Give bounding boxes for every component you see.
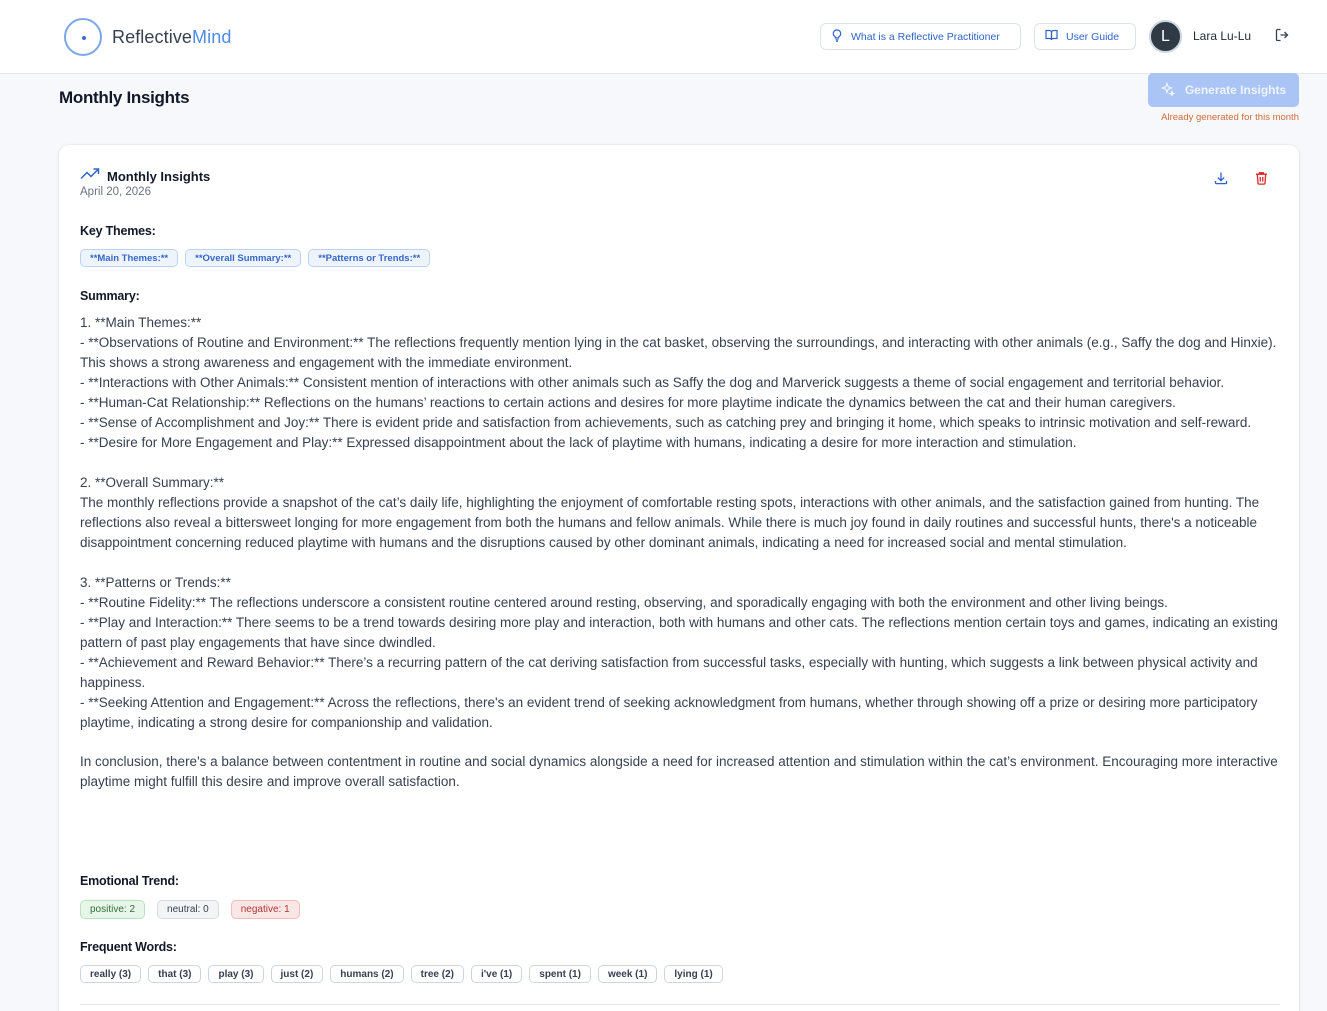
word-tag: play (3) — [208, 965, 263, 983]
key-themes-list — [80, 249, 430, 267]
word-tag: week (1) — [598, 965, 657, 983]
insight-card — [59, 145, 1299, 1011]
summary-text — [80, 313, 1280, 792]
emotion-negative-badge: negative: 1 — [231, 900, 300, 919]
word-tag: really (3) — [80, 965, 141, 983]
card-date: April 20, 2026 — [80, 186, 151, 198]
summary-spacer — [80, 453, 1280, 473]
logo-icon — [64, 18, 102, 56]
word-tag: i've (1) — [471, 965, 522, 983]
summary-line: - **Play and Interaction:** There seems to be a trend towards desiring more play and interaction, both with humans and other cats. The reflections mention certain toys and games, indicating an existing pattern of past play engagements that have since dwindled. — [80, 615, 1278, 650]
card-title: Monthly Insights — [107, 168, 211, 184]
summary-line: 3. **Patterns or Trends:** — [80, 575, 231, 590]
summary-line: 2. **Overall Summary:** — [80, 475, 225, 490]
logo-text-accent: Mind — [192, 26, 232, 47]
summary-line: - **Interactions with Other Animals:** Consistent mention of interactions with other animals such as Saffy the dog and Marverick suggests a theme of social engagement and territorial behavior. — [80, 375, 1225, 390]
card-header — [80, 167, 210, 185]
theme-tag: **Overall Summary:** — [185, 249, 301, 267]
trending-up-icon — [80, 167, 100, 185]
summary-line: - **Routine Fidelity:** The reflections underscore a consistent routine centered around resting, observing, and sporadically engaging with both the environment and other living beings. — [80, 595, 1168, 610]
summary-line: In conclusion, there's a balance between contentment in routine and social dynamics alongside a need for increased attention and stimulation within the cat’s environment. Encouraging more interactive playtime might fulfill this desire and improve overall satisfaction. — [80, 754, 1278, 789]
word-tag: humans (2) — [330, 965, 403, 983]
theme-tag: **Main Themes:** — [80, 249, 178, 267]
summary-line: - **Seeking Attention and Engagement:** Across the reflections, there's an evident trend of seeking acknowledgment from humans, whether through showing off a prize or desiring more participatory playtime, indicating a strong desire for companionship and validation. — [80, 695, 1258, 730]
summary-spacer — [80, 733, 1280, 752]
user-name: Lara Lu-Lu — [1193, 29, 1252, 43]
user-guide-button[interactable] — [1034, 23, 1136, 50]
wrp-label: What is a Reflective Practitioner — [851, 30, 1000, 43]
summary-line: - **Observations of Routine and Environment:** The reflections frequently mention lying in the cat basket, observing the surroundings, and interacting with other animals (e.g., Saffy the dog and Hinxie). This shows a strong awareness and engagement with the immediate environment. — [80, 335, 1277, 370]
emotional-trend-label: Emotional Trend: — [80, 874, 179, 888]
word-tag: just (2) — [271, 965, 324, 983]
summary-line: - **Achievement and Reward Behavior:** There’s a recurring pattern of the cat deriving satisfaction from successful tasks, especially with hunting, which suggests a link between physical activity and happiness. — [80, 655, 1258, 690]
generate-label: Generate Insights — [1184, 83, 1287, 97]
theme-tag: **Patterns or Trends:** — [308, 249, 430, 267]
summary-line: The monthly reflections provide a snapshot of the cat’s daily life, highlighting the enjoyment of comfortable resting spots, interactions with other animals, and the satisfaction gained from hunting. The reflections also reveal a bittersweet longing for more engagement from both the humans and fellow animals. While there is much joy found in daily routines and successful hunts, there's a noticeable disappointment concerning reduced playtime with humans and the disruptions caused by other dominant animals, indicating a need for increased social and mental stimulation. — [80, 495, 1260, 550]
summary-line: - **Human-Cat Relationship:** Reflections on the humans’ reactions to certain actions and desires for more playtime indicate the dynamics between the cat and their human caregivers. — [80, 395, 1176, 410]
lightbulb-icon — [831, 29, 843, 45]
logo-text-primary: Reflective — [112, 26, 193, 47]
key-themes-label: Key Themes: — [80, 224, 156, 238]
trash-icon[interactable] — [1255, 171, 1268, 190]
summary-line: 1. **Main Themes:** — [80, 315, 202, 330]
summary-line: - **Desire for More Engagement and Play:** Expressed disappointment about the lack of playtime with humans, indicating a desire for more interaction and stimulation. — [80, 435, 1077, 450]
app-logo[interactable] — [64, 18, 231, 56]
frequent-words-label: Frequent Words: — [80, 940, 177, 954]
what-is-reflective-practitioner-button[interactable] — [820, 23, 1021, 50]
guide-label: User Guide — [1066, 30, 1120, 43]
logout-icon[interactable] — [1275, 28, 1289, 47]
emotion-neutral-badge: neutral: 0 — [157, 900, 219, 919]
app-header — [0, 0, 1327, 74]
book-icon — [1045, 29, 1058, 44]
word-tag: that (3) — [148, 965, 201, 983]
word-tag: tree (2) — [411, 965, 464, 983]
download-icon[interactable] — [1214, 171, 1228, 190]
frequent-words-list — [80, 965, 723, 983]
logo-text — [112, 27, 231, 48]
generate-status-note: Already generated for this month — [1161, 112, 1299, 123]
emotional-trend-list — [80, 900, 300, 919]
avatar[interactable]: L — [1149, 20, 1182, 53]
generate-insights-button[interactable] — [1148, 73, 1299, 107]
card-divider — [80, 1004, 1280, 1005]
word-tag: spent (1) — [529, 965, 591, 983]
sparkles-icon — [1161, 82, 1175, 99]
summary-spacer — [80, 553, 1280, 573]
summary-line: - **Sense of Accomplishment and Joy:** There is evident pride and satisfaction from achievements, such as catching prey and bringing it home, which speaks to intrinsic motivation and self-reward. — [80, 415, 1252, 430]
word-tag: lying (1) — [664, 965, 722, 983]
page-title: Monthly Insights — [59, 88, 190, 107]
emotion-positive-badge: positive: 2 — [80, 900, 145, 919]
summary-label: Summary: — [80, 289, 140, 303]
